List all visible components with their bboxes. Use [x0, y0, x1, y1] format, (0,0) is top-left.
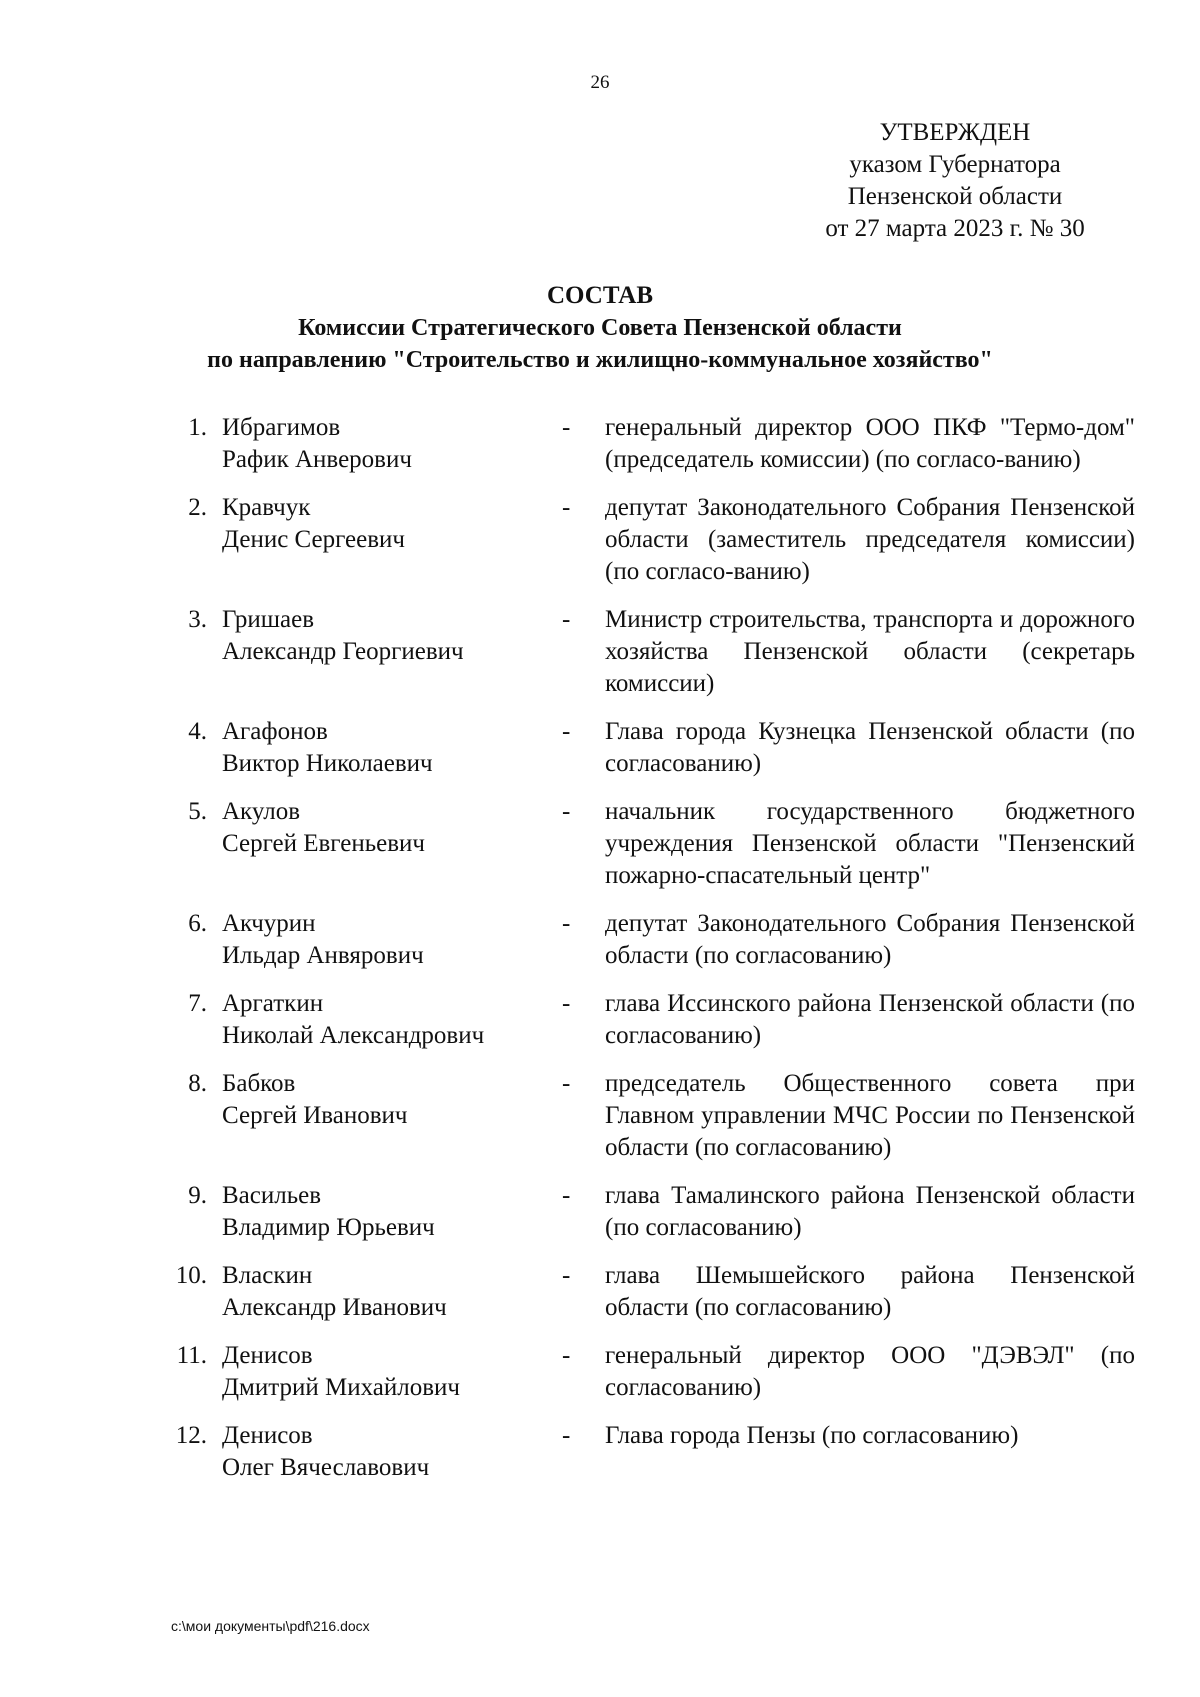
member-dash: - — [562, 494, 571, 521]
member-position: генеральный директор ООО ПКФ "Термо-дом" (председатель комиссии) (по согласо-ванию) — [605, 414, 1135, 473]
member-surname: Гришаев — [222, 606, 315, 633]
member-number: 6. — [188, 910, 207, 937]
member-number: 9. — [188, 1182, 207, 1209]
member-given-name: Дмитрий Михайлович — [222, 1374, 460, 1401]
member-surname: Аргаткин — [222, 990, 324, 1017]
member-surname: Кравчук — [222, 494, 311, 521]
list-item — [160, 1420, 1145, 1484]
member-position: глава Иссинского района Пензенской области (по согласованию) — [605, 990, 1135, 1049]
heading-subtitle: Комиссии Стратегического Совета Пензенской области — [298, 315, 902, 341]
member-surname: Акчурин — [222, 910, 316, 937]
member-name — [222, 1068, 562, 1132]
list-item — [160, 1180, 1145, 1244]
member-number: 7. — [188, 990, 207, 1017]
list-item — [160, 412, 1145, 476]
member-given-name: Денис Сергеевич — [222, 526, 406, 553]
approval-line: Пензенской области — [847, 183, 1063, 210]
list-item — [160, 1068, 1145, 1164]
member-position: глава Тамалинского района Пензенской области (по согласованию) — [605, 1182, 1135, 1241]
member-dash: - — [562, 990, 571, 1017]
member-surname: Агафонов — [222, 718, 328, 745]
member-surname: Власкин — [222, 1262, 313, 1289]
member-number: 4. — [188, 718, 207, 745]
member-position: начальник государственного бюджетного учреждения Пензенской области "Пензенский пожарно-спасательный центр" — [605, 798, 1135, 889]
member-name — [222, 908, 562, 972]
member-number: 11. — [176, 1342, 207, 1369]
heading-title: СОСТАВ — [546, 282, 654, 309]
member-surname: Ибрагимов — [222, 414, 341, 441]
member-name — [222, 1420, 562, 1484]
member-position: генеральный директор ООО "ДЭВЭЛ" (по согласованию) — [605, 1342, 1135, 1401]
member-given-name: Виктор Николаевич — [222, 750, 433, 777]
member-number: 5. — [188, 798, 207, 825]
member-given-name: Александр Георгиевич — [222, 638, 464, 665]
list-item — [160, 796, 1145, 892]
list-item — [160, 1260, 1145, 1324]
member-name — [222, 796, 562, 860]
members-list — [160, 412, 1145, 1500]
member-position: Министр строительства, транспорта и дорожного хозяйства Пензенской области (секретарь комиссии) — [605, 606, 1135, 697]
member-name — [222, 492, 562, 556]
approval-line: указом Губернатора — [849, 151, 1061, 178]
member-dash: - — [562, 1182, 571, 1209]
list-item — [160, 604, 1145, 700]
approval-stamp-block — [790, 117, 1120, 245]
member-dash: - — [562, 606, 571, 633]
member-position: Глава города Кузнецка Пензенской области (по согласованию) — [605, 718, 1135, 777]
member-number: 1. — [188, 414, 207, 441]
member-given-name: Рафик Анверович — [222, 446, 412, 473]
member-given-name: Сергей Евгеньевич — [222, 830, 425, 857]
member-number: 12. — [175, 1422, 207, 1449]
member-position: депутат Законодательного Собрания Пензенской области (заместитель председателя комиссии) (по согласо-ванию) — [605, 494, 1135, 585]
member-number: 8. — [188, 1070, 207, 1097]
member-given-name: Владимир Юрьевич — [222, 1214, 435, 1241]
member-name — [222, 412, 562, 476]
member-dash: - — [562, 718, 571, 745]
list-item — [160, 908, 1145, 972]
list-item — [160, 988, 1145, 1052]
member-name — [222, 604, 562, 668]
member-given-name: Олег Вячеславович — [222, 1454, 430, 1481]
heading-subtitle: по направлению "Строительство и жилищно-коммунальное хозяйство" — [207, 347, 993, 373]
member-position: депутат Законодательного Собрания Пензенской области (по согласованию) — [605, 910, 1135, 969]
page-number: 26 — [590, 72, 610, 93]
member-surname: Денисов — [222, 1422, 313, 1449]
list-item — [160, 492, 1145, 588]
member-dash: - — [562, 1070, 571, 1097]
member-given-name: Ильдар Анвярович — [222, 942, 424, 969]
member-dash: - — [562, 414, 571, 441]
member-name — [222, 1180, 562, 1244]
member-dash: - — [562, 910, 571, 937]
footer-file-path: c:\мои документы\pdf\216.docx — [171, 1618, 370, 1634]
member-name — [222, 1340, 562, 1404]
approval-date: от 27 марта 2023 г. № 30 — [825, 215, 1085, 242]
document-heading — [0, 280, 1200, 376]
member-surname: Денисов — [222, 1342, 313, 1369]
member-number: 3. — [188, 606, 207, 633]
member-number: 2. — [188, 494, 207, 521]
list-item — [160, 1340, 1145, 1404]
member-given-name: Александр Иванович — [222, 1294, 447, 1321]
member-surname: Васильев — [222, 1182, 322, 1209]
member-dash: - — [562, 1342, 571, 1369]
member-number: 10. — [175, 1262, 207, 1289]
approval-title: УТВЕРЖДЕН — [879, 119, 1031, 146]
list-item — [160, 716, 1145, 780]
member-name — [222, 1260, 562, 1324]
member-dash: - — [562, 798, 571, 825]
member-position: глава Шемышейского района Пензенской области (по согласованию) — [605, 1262, 1135, 1321]
member-position: председатель Общественного совета при Главном управлении МЧС России по Пензенской области (по согласованию) — [605, 1070, 1135, 1161]
member-surname: Акулов — [222, 798, 301, 825]
member-name — [222, 988, 562, 1052]
member-surname: Бабков — [222, 1070, 296, 1097]
member-given-name: Николай Александрович — [222, 1022, 485, 1049]
member-name — [222, 716, 562, 780]
member-given-name: Сергей Иванович — [222, 1102, 408, 1129]
member-dash: - — [562, 1422, 571, 1449]
member-position: Глава города Пензы (по согласованию) — [605, 1422, 1019, 1449]
member-dash: - — [562, 1262, 571, 1289]
